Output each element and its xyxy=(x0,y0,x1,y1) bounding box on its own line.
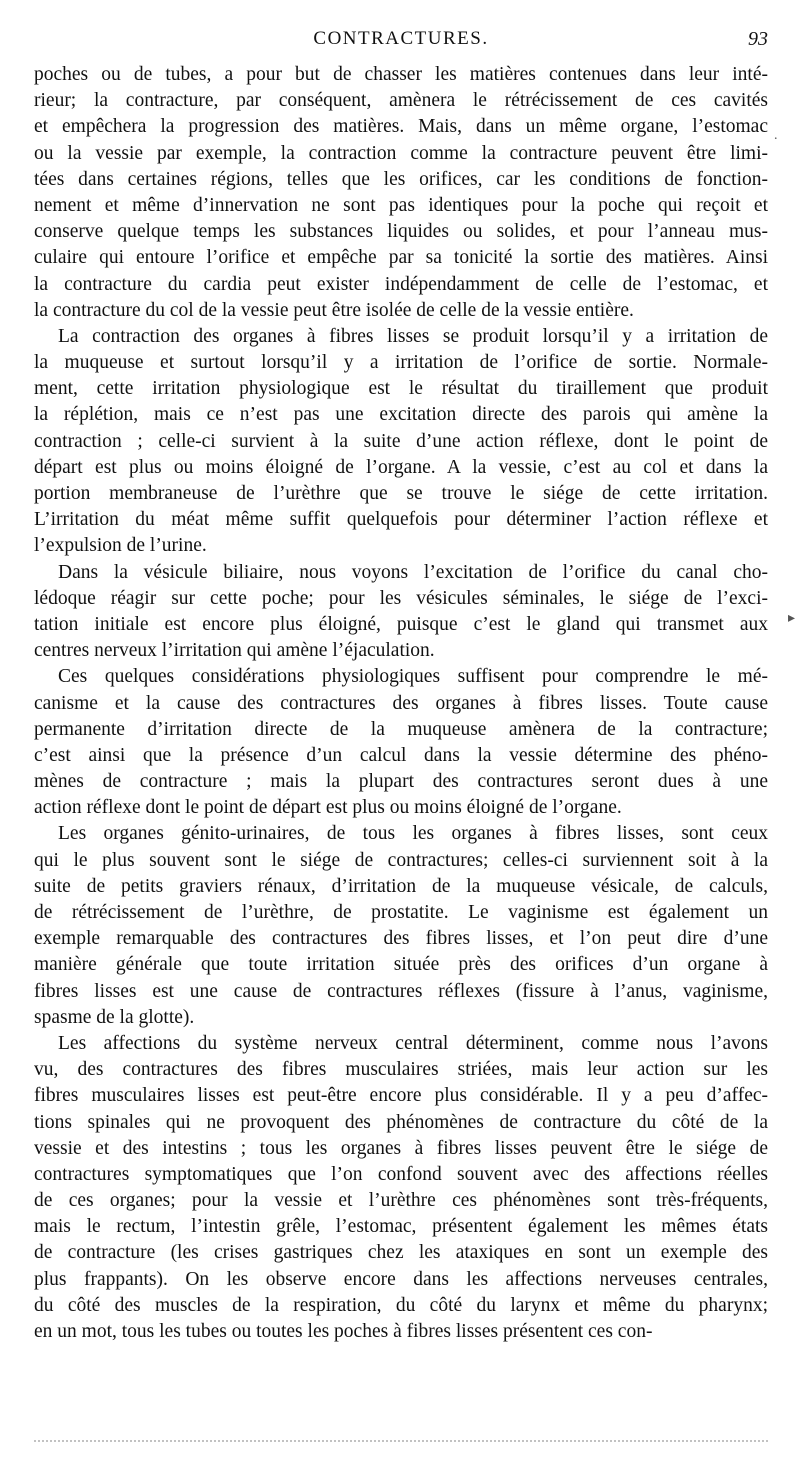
page-number: 93 xyxy=(748,28,768,50)
text-line: en un mot, tous les tubes ou toutes les poches à fibres lisses présentent ces con- xyxy=(34,1321,653,1342)
text-line: ou la vessie par exemple, la contraction comme la contracture peuvent être limi- xyxy=(34,142,768,164)
bleed-through-line xyxy=(34,1440,768,1448)
text-line: qui le plus souvent sont le siége de contractures; celles-ci surviennent soit à la xyxy=(34,849,768,871)
paragraph xyxy=(34,821,768,1031)
text-line: et empêchera la progression des matières. Mais, dans un même organe, l’estomac xyxy=(34,116,768,138)
text-line: mènes de contracture ; mais la plupart des contractures seront dues à une xyxy=(34,771,768,793)
text-line: lédoque réagir sur cette poche; pour les vésicules séminales, le siége de l’exci- xyxy=(34,587,768,609)
text-line: la contracture du cardia peut exister indépendamment de celle de l’estomac, et xyxy=(34,273,768,295)
paragraph xyxy=(34,1031,768,1345)
text-line: la contracture du col de la vessie peut être isolée de celle de la vessie entière. xyxy=(34,299,634,321)
text-line: l’expulsion de l’urine. xyxy=(34,535,207,557)
text-line: La contraction des organes à fibres lisses se produit lorsqu’il y a irritation de xyxy=(58,325,768,347)
text-line: contractures symptomatiques que l’on confond souvent avec des affections réelles xyxy=(34,1163,768,1185)
running-head xyxy=(34,28,768,56)
text-line: canisme et la cause des contractures des organes à fibres lisses. Toute cause xyxy=(34,692,768,714)
text-line: fibres musculaires lisses est peut-être encore plus considérable. Il y a peu d’affec- xyxy=(34,1085,768,1107)
text-line: la muqueuse et surtout lorsqu’il y a irritation de l’orifice de sortie. Normale- xyxy=(34,352,768,374)
text-line: Les organes génito-urinaires, de tous les organes à fibres lisses, sont ceux xyxy=(58,823,768,845)
text-line: Ces quelques considérations physiologiques suffisent pour comprendre le mé- xyxy=(58,666,768,688)
text-line: L’irritation du méat même suffit quelquefois pour déterminer l’action réflexe et xyxy=(34,509,768,531)
text-line: de ces organes; pour la vessie et l’urèthre ces phénomènes sont très-fréquents, xyxy=(34,1190,768,1212)
margin-speck: ▸ xyxy=(788,611,796,626)
text-line: vessie et des intestins ; tous les organes à fibres lisses peuvent être le siége de xyxy=(34,1137,768,1159)
paragraph xyxy=(34,560,768,665)
text-line: culaire qui entoure l’orifice et empêche par sa tonicité la sortie des matières. Ainsi xyxy=(34,247,768,269)
paragraph xyxy=(34,62,768,324)
text-line: mais le rectum, l’intestin grêle, l’estomac, présentent également les mêmes états xyxy=(34,1216,768,1238)
running-title: CONTRACTURES. xyxy=(313,28,489,49)
text-line: Les affections du système nerveux central déterminent, comme nous l’avons xyxy=(58,1032,768,1054)
text-line: contraction ; celle-ci survient à la suite d’une action réflexe, dont le point de xyxy=(34,430,768,452)
body-text xyxy=(34,62,768,1345)
text-line: action réflexe dont le point de départ est plus ou moins éloigné de l’organe. xyxy=(34,797,622,819)
text-line: rieur; la contracture, par conséquent, amènera le rétrécissement de ces cavités xyxy=(34,90,768,112)
text-line: c’est ainsi que la présence d’un calcul dans la vessie détermine des phéno- xyxy=(34,744,768,766)
paragraph xyxy=(34,324,768,560)
text-line: du côté des muscles de la respiration, du côté du larynx et même du pharynx; xyxy=(34,1294,768,1316)
text-line: de rétrécissement de l’urèthre, de prostatite. Le vaginisme est également un xyxy=(34,902,768,923)
text-line: portion membraneuse de l’urèthre que se trouve le siége de cette irritation. xyxy=(34,483,768,504)
text-line: conserve quelque temps les substances liquides ou solides, et pour l’anneau mus- xyxy=(34,221,768,243)
text-line: ment, cette irritation physiologique est le résultat du tiraillement que produit xyxy=(34,378,768,400)
text-line: de contracture (les crises gastriques chez les ataxiques en sont un exemple des xyxy=(34,1242,768,1264)
text-line: nement et même d’innervation ne sont pas identiques pour la poche qui reçoit et xyxy=(34,194,768,216)
text-line: Dans la vésicule biliaire, nous voyons l’excitation de l’orifice du canal cho- xyxy=(58,561,768,583)
paragraph xyxy=(34,664,768,821)
text-line: départ est plus ou moins éloigné de l’organe. A la vessie, c’est au col et dans la xyxy=(34,456,768,478)
text-line: manière générale que toute irritation située près des orifices d’un organe à xyxy=(34,954,768,976)
text-line: tées dans certaines régions, telles que les orifices, car les conditions de fonction- xyxy=(34,168,768,190)
text-line: centres nerveux l’irritation qui amène l’éjaculation. xyxy=(34,640,435,662)
text-line: suite de petits graviers rénaux, d’irritation de la muqueuse vésicale, de calculs, xyxy=(34,875,768,897)
text-line: tions spinales qui ne provoquent des phénomènes de contracture du côté de la xyxy=(34,1111,768,1133)
text-line: exemple remarquable des contractures des fibres lisses, et l’on peut dire d’une xyxy=(34,928,768,950)
text-line: spasme de la glotte). xyxy=(34,1006,195,1028)
text-line: permanente d’irritation directe de la muqueuse amènera de la contracture; xyxy=(34,718,768,740)
text-line: vu, des contractures des fibres musculaires striées, mais leur action sur les xyxy=(34,1059,768,1081)
text-line: tation initiale est encore plus éloigné, puisque c’est le gland qui transmet aux xyxy=(34,613,768,635)
text-line: poches ou de tubes, a pour but de chasser les matières contenues dans leur inté- xyxy=(34,64,768,85)
text-line: fibres lisses est une cause de contractures réflexes (fissure à l’anus, vaginisme, xyxy=(34,980,768,1002)
margin-speck: . xyxy=(774,128,778,143)
text-line: la réplétion, mais ce n’est pas une excitation directe des parois qui amène la xyxy=(34,404,768,426)
text-line: plus frappants). On les observe encore dans les affections nerveuses centrales, xyxy=(34,1268,768,1290)
